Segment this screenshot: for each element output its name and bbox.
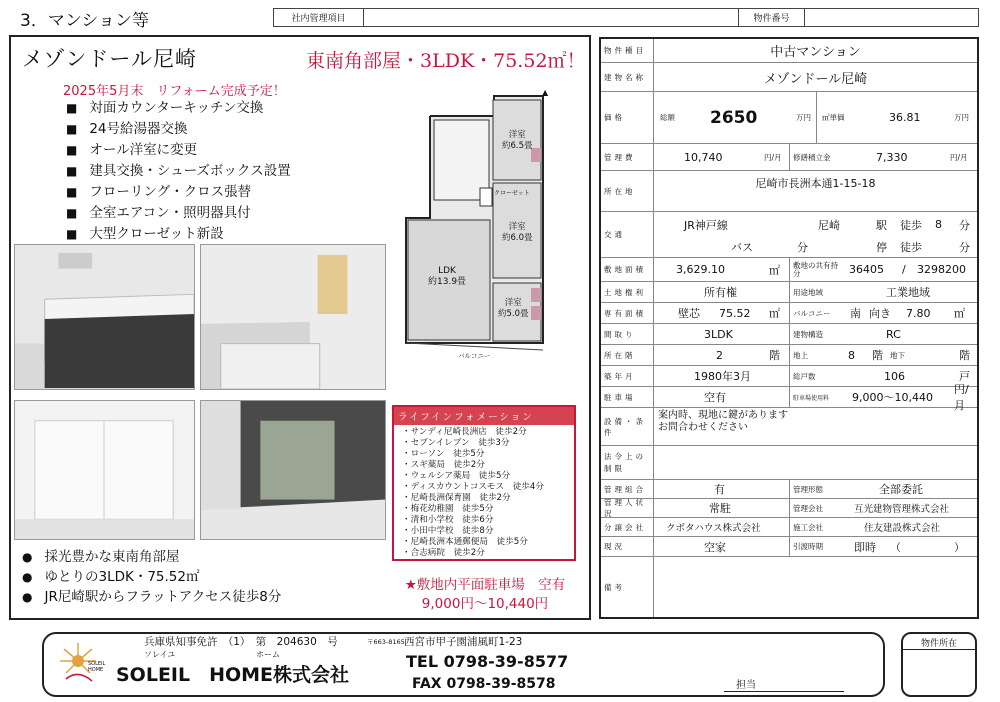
address-value: 尼崎市長洲本通1-15-18 [755,177,876,190]
reform-item: ■ オール洋室に変更 [66,140,291,161]
room-photo [200,400,386,540]
mgmt-company-label: 管理会社 [793,503,823,513]
mgmt-fee: 10,740 [684,150,723,164]
restriction-value [654,446,977,479]
builder-label: 施工会社 [793,522,823,532]
parking-fee: 9,000～10,440 [852,391,933,404]
box-label: 物件所在 [903,636,975,650]
minutes-suffix: 分 [959,218,970,232]
status-value: 空家 [704,540,726,554]
unit-label: ㎡ [769,307,780,320]
fax: FAX 0798-39-8578 [412,676,556,692]
walk-label: 徒歩 [900,240,922,254]
highlight-item: ● JR尼崎駅からフラットアクセス徒歩8分 [22,587,281,607]
staff-field[interactable] [724,676,844,692]
tel[interactable]: TEL 0798-39-8577 [406,652,569,671]
furigana: ホーム [256,650,280,659]
station-suffix: 駅 [876,218,887,232]
list-item: ・ スギ薬局 徒歩2分 [402,460,574,471]
name-label: 建物名称 [601,63,654,91]
property-no-value[interactable] [805,9,978,26]
agency-footer [42,632,885,697]
parking-note: ★敷地内平面駐車場 空有 9,000円～10,440円 [404,577,566,612]
total-price: 2650 [710,107,758,128]
kind-label: 物件種目 [601,39,654,62]
handover: 即時 [854,540,876,554]
exclusive-area: 75.52 [719,306,751,320]
zoning-label: 用途地域 [793,287,823,297]
license: 兵庫県知事免許 （1） 第 204630 号 [144,636,338,648]
life-information-title: ライフインフォメーション [394,407,574,425]
below-ground-label: 地下 [890,350,905,360]
share-slash: / [902,263,906,276]
list-item: ・ 尼崎長洲本通郵便局 徒歩5分 [402,537,574,548]
list-item: ・ セブンイレブン 徒歩3分 [402,438,574,449]
kitchen-photo [14,244,195,390]
reform-item: ■ 対面カウンターキッチン交換 [66,98,291,119]
name-value: メゾンドール尼崎 [763,71,868,87]
room-label: 洋室 約6.5畳 [502,130,533,151]
land-right-label: 土地権利 [601,282,654,302]
remarks-label: 備考 [601,557,654,617]
layout: 3LDK [704,327,733,341]
highlight-item: ● ゆとりの3LDK・75.52㎡ [22,567,281,587]
parking-status: 空有 [704,391,726,404]
manager-value: 常駐 [709,502,731,515]
union-label: 管理組合 [601,480,654,498]
logo-text: SOLEIL HOME [88,661,106,673]
life-information-list [394,427,574,559]
balcony-direction: 南 [850,307,861,320]
restriction-label: 法令上の制限 [601,446,654,479]
floor-suffix: 階 [769,349,780,362]
price-label: 価格 [601,92,654,143]
structure: RC [886,327,901,341]
unit-label: 円/月 [764,152,782,162]
walk-label: 徒歩 [900,218,922,232]
reform-item: ■ フローリング・クロス張替 [66,182,291,203]
bathroom-photo [200,244,386,390]
exclusive-area-label: 専有面積 [601,303,654,323]
list-item: ・ ローソン 徒歩5分 [402,449,574,460]
repair-fund: 7,330 [876,150,908,164]
mgmt-form-label: 管理形態 [793,484,823,494]
parking-label: 駐車場 [601,387,654,407]
reform-item: ■ 24号給湯器交換 [66,119,291,140]
parking-fee-label: 駐車場使用料 [793,394,830,402]
builder: 住友建設株式会社 [864,523,941,534]
site-area-label: 敷地面積 [601,258,654,281]
address-label: 所在地 [601,171,654,211]
list-item: ・ 小田中学校 徒歩8分 [402,526,574,537]
unit-label: 円/月 [950,152,968,162]
closet-photo [14,400,195,540]
above-ground: 8 [848,348,855,362]
staff-label: 担当 [736,680,756,691]
structure-label: 建物構造 [793,329,823,339]
share-denominator: 3298200 [917,263,966,276]
unit-label: 万円 [796,113,811,122]
list-item: ・ 清和小学校 徒歩6分 [402,515,574,526]
headline: 東南角部屋・3LDK・75.52㎡！ [306,50,586,72]
balcony-label: バルコニー [458,352,491,360]
floor: 2 [716,348,723,362]
share-label: 敷地の共有持分 [793,260,838,278]
minutes-suffix: 分 [959,240,970,254]
status-label: 現況 [601,537,654,556]
unit-label: ㎡ [769,263,780,277]
list-item: ・ 梅花幼稚園 徒歩5分 [402,504,574,515]
reform-item: ■ 全室エアコン・照明器具付 [66,203,291,224]
room-label: 洋室 約5.0畳 [498,298,529,319]
total-label: 総額 [660,113,675,122]
reform-item: ■ 大型クローゼット新設 [66,224,291,245]
section-title: 3．マンション等 [20,11,150,31]
property-no-label: 物件番号 [739,9,805,26]
unit-price-label: ㎡単価 [822,113,845,122]
mgmt-company: 互光建物管理株式会社 [854,504,950,515]
list-item: ・ サンディ尼崎長洲店 徒歩2分 [402,427,574,438]
floor-label: 所在階 [601,345,654,365]
sun-logo-icon [56,639,114,691]
company-name: SOLEIL HOME株式会社 [116,664,350,686]
mgmt-fee-label: 管理費 [601,144,654,170]
units-label: 総戸数 [793,371,816,381]
property-location-box [901,632,977,697]
list-item: ・ 合志病院 徒歩2分 [402,548,574,559]
mgmt-form: 全部委託 [879,483,923,496]
kind-value: 中古マンション [770,45,861,60]
bus-label: バス [731,240,753,254]
balcony-area: 7.80 [906,306,931,320]
closet-label: クローゼット [494,190,530,197]
zoning: 工業地域 [886,286,930,299]
header-table [273,8,979,27]
internal-value[interactable] [364,9,739,26]
unit-label: 円/月 [954,383,969,412]
handover-label: 引渡時期 [793,542,823,551]
built-date: 1980年3月 [694,370,751,383]
land-right: 所有権 [704,286,737,299]
minutes-suffix: 分 [797,240,808,254]
room-label: 洋室 約6.0畳 [502,222,533,243]
property-name: メゾンドール尼崎 [22,47,197,71]
floor-plan [398,88,548,366]
list-item: ・ 尼崎長洲保育園 徒歩2分 [402,493,574,504]
seller: クボタハウス株式会社 [666,523,761,534]
manager-label: 管理人状況 [601,499,654,517]
property-spec-table [599,37,979,619]
agency-address: 西宮市甲子園浦風町1-23 [404,636,523,648]
site-area: 3,629.10 [676,263,725,276]
reform-item: ■ 建具交換・シューズボックス設置 [66,161,291,182]
stop-label: 停 [876,240,887,254]
union-value: 有 [714,483,725,496]
furigana: ソレイユ [144,650,176,659]
walk-minutes: 8 [935,218,942,231]
conditions-value: 案内時、現地に鍵があります お問合わせください [658,410,788,433]
remarks-value [654,557,977,617]
list-item: ・ ディスカウントコスモス 徒歩4分 [402,482,574,493]
station-name: 尼崎 [818,218,840,232]
life-information-box [392,405,576,561]
highlight-item: ● 採光豊かな東南角部屋 [22,547,281,567]
highlights-list [22,547,281,607]
paren-open: （ [890,540,901,554]
unit-label: 万円 [954,113,969,122]
north-arrow-icon: ▲ [542,88,549,97]
layout-label: 間取り [601,324,654,344]
balcony-label: バルコニー [793,308,831,318]
paren-close: ） [954,540,965,554]
repair-fund-label: 修繕積立金 [793,152,831,162]
room-label: LDK 約13.9畳 [428,266,467,287]
wall-center-label: 壁芯 [678,307,700,320]
seller-label: 分譲会社 [601,518,654,536]
share-numerator: 36405 [849,263,884,276]
conditions-label: 設備・条件 [601,408,654,445]
reform-list [66,98,291,245]
built-label: 築年月 [601,366,654,386]
above-ground-label: 地上 [793,350,808,360]
list-item: ・ ウェルシア薬局 徒歩5分 [402,471,574,482]
floor-suffix: 階 [872,349,883,362]
line-name: JR神戸線 [684,218,728,232]
internal-label: 社内管理項目 [274,9,364,26]
transport-label: 交通 [601,212,654,257]
unit-price: 36.81 [889,111,921,124]
postal-code: 〒663-8165 [367,638,405,646]
floor-suffix: 階 [959,349,970,362]
units-suffix: 戸 [959,370,970,383]
reform-title: 2025年5月末 リフォーム完成予定！ [63,84,286,99]
direction-suffix: 向き [869,307,891,320]
unit-label: ㎡ [954,307,965,320]
units: 106 [884,369,905,383]
